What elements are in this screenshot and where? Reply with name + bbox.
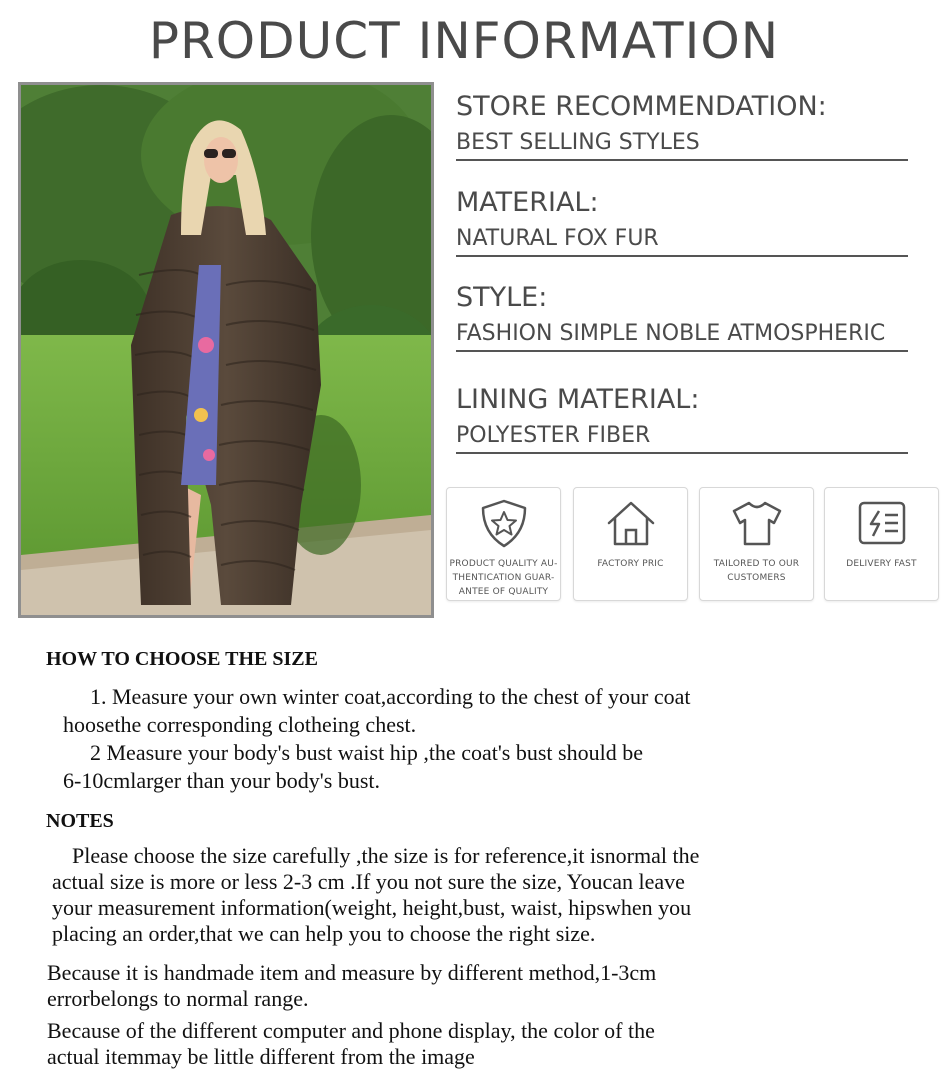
spec-store-recommendation [456,91,908,161]
size-guide-line: 2 Measure your body's bust waist hip ,the coat's bust should be [90,740,643,765]
notes-line: errorbelongs to normal range. [47,986,309,1011]
size-guide-line: hoosethe corresponding clotheing chest. [63,712,417,737]
delivery-icon [855,498,909,550]
notes-line: Please choose the size carefully ,the size is for reference,it isnormal the [72,843,700,868]
divider [456,350,908,352]
badge-text: FACTORY PRIC [597,559,664,569]
size-guide-heading: HOW TO CHOOSE THE SIZE [46,648,318,670]
notes-line: Because it is handmade item and measure by different method,1-3cm [47,960,657,985]
notes-heading: NOTES [46,810,114,832]
divider [456,452,908,454]
house-icon [604,498,658,550]
spec-label: MATERIAL: [456,187,599,218]
model-in-fur-coat-image [21,85,431,615]
spec-label: LINING MATERIAL: [456,384,700,415]
divider [456,255,908,257]
page-title: PRODUCT INFORMATION [148,12,780,70]
size-guide-line: 1. Measure your own winter coat,according to the chest of your coat [90,684,691,709]
badge-delivery [824,487,939,601]
badge-factory-price [573,487,688,601]
badge-text: PRODUCT QUALITY AU- THENTICATION GUAR- ANTEE OF QUALITY [449,559,558,597]
spec-material [456,187,908,257]
spec-label: STORE RECOMMENDATION: [456,91,827,122]
spec-value: FASHION SIMPLE NOBLE ATMOSPHERIC [456,321,886,346]
product-photo [18,82,434,618]
spec-label: STYLE: [456,282,548,313]
feature-badges [446,487,942,603]
badge-quality [446,487,561,601]
spec-lining-material [456,384,908,454]
spec-style [456,282,908,352]
notes-line: actual itemmay be little different from the image [47,1044,475,1069]
notes-line: placing an order,that we can help you to choose the right size. [52,921,596,946]
badge-tailored [699,487,814,601]
tshirt-icon [730,498,784,550]
spec-value: NATURAL FOX FUR [456,226,659,251]
shield-star-icon [477,498,531,550]
size-guide-line: 6-10cmlarger than your body's bust. [63,768,381,793]
spec-value: POLYESTER FIBER [456,423,651,448]
divider [456,159,908,161]
badge-text: TAILORED TO OUR CUSTOMERS [713,559,800,583]
notes-line: Because of the different computer and phone display, the color of the [47,1018,655,1043]
notes-line: your measurement information(weight, height,bust, waist, hipswhen you [52,895,692,920]
spec-value: BEST SELLING STYLES [456,130,700,155]
notes-line: actual size is more or less 2-3 cm .If you not sure the size, Youcan leave [52,869,685,894]
badge-text: DELIVERY FAST [846,559,917,569]
